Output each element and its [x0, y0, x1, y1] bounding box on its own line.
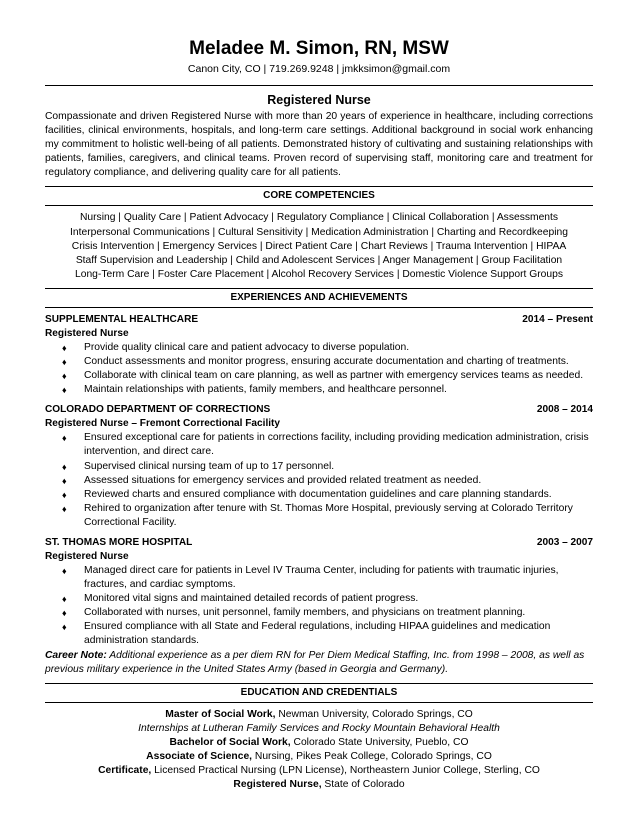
bullet-item: ♦ Rehired to organization after tenure with St. Thomas More Hospital, previously serving at Colorado Territory Correctional Facility. — [62, 502, 573, 528]
degree-name: Bachelor of Social Work, — [169, 736, 291, 748]
candidate-name: Meladee M. Simon, RN, MSW — [189, 38, 449, 59]
job-entry — [45, 403, 593, 530]
bullet-item: ♦ Managed direct care for patients in Level IV Trauma Center, including for patients with traumatic injuries, fractures, and cardiac symptoms. — [62, 564, 559, 591]
diamond-bullet-icon: ♦ — [62, 622, 67, 633]
diamond-bullet-icon: ♦ — [62, 565, 67, 576]
job-entry — [45, 536, 593, 649]
degree-detail: Newman University, Colorado Springs, CO — [275, 708, 473, 720]
job-title: Registered Nurse – Fremont Correctional Facility — [45, 418, 281, 430]
competency-line: Staff Supervision and Leadership | Child and Adolescent Services | Anger Management | Group Facilitation — [75, 254, 563, 266]
career-note — [45, 649, 593, 677]
bullet-item: ♦ Collaborate with clinical team on care planning, as well as partner with emergency services teams as needed. — [62, 369, 593, 383]
career-note-label: Career Note: — [45, 649, 107, 661]
diamond-bullet-icon: ♦ — [62, 342, 67, 353]
job-title: Registered Nurse — [45, 550, 129, 562]
education-item — [45, 736, 593, 750]
bullet-item: ♦ Monitored vital signs and maintained detailed records of patient progress. — [62, 592, 593, 606]
diamond-bullet-icon: ♦ — [62, 385, 67, 396]
diamond-bullet-icon: ♦ — [62, 608, 67, 619]
diamond-bullet-icon: ♦ — [62, 475, 67, 486]
degree-name: Certificate, — [98, 765, 152, 777]
job-bullets — [45, 431, 593, 530]
professional-headline: Registered Nurse — [267, 93, 371, 107]
job-bullets — [45, 341, 593, 397]
experience-heading: EXPERIENCES AND ACHIEVEMENTS — [45, 288, 593, 308]
bullet-item: ♦ Reviewed charts and ensured compliance with documentation guidelines and care planning standards. — [62, 488, 593, 502]
degree-name: Master of Social Work, — [165, 708, 276, 720]
bullet-item: ♦ Supervised clinical nursing team of up to 17 personnel. — [62, 460, 593, 474]
degree-detail: Nursing, Pikes Peak College, Colorado Springs, CO — [252, 751, 492, 762]
diamond-bullet-icon: ♦ — [62, 371, 67, 382]
bullet-item: ♦ Provide quality clinical care and patient advocacy to diverse population. — [62, 341, 593, 355]
core-competencies-heading: CORE COMPETENCIES — [45, 186, 593, 206]
education-item — [45, 708, 593, 722]
bullet-item: ♦ Collaborated with nurses, unit personnel, family members, and physicians on treatment planning. — [62, 606, 593, 620]
education-item — [45, 750, 593, 764]
competency-line: Nursing | Quality Care | Patient Advocacy | Regulatory Compliance | Clinical Collaboration | Assessments — [79, 212, 559, 224]
bullet-item: ♦ Assessed situations for emergency services and provided related treatment as needed. — [62, 474, 593, 488]
competency-line: Long-Term Care | Foster Care Placement | Alcohol Recovery Services | Domestic Violence Support Groups — [75, 268, 563, 280]
diamond-bullet-icon: ♦ — [62, 503, 67, 514]
education-item — [45, 764, 593, 778]
diamond-bullet-icon: ♦ — [62, 594, 67, 605]
bullet-item: ♦ Ensured compliance with all State and Federal regulations, including HIPAA guidelines and medication administration standards. — [62, 621, 551, 647]
bullet-item: ♦ Maintain relationships with patients, family members, and healthcare personnel. — [62, 383, 593, 397]
competency-line: Interpersonal Communications | Cultural Sensitivity | Medication Administration | Charting and Recordkeeping — [70, 226, 568, 238]
professional-summary: Compassionate and driven Registered Nurse with more than 20 years of experience in healthcare, including corrections facilities, clinical environments, hospitals, and long-term care settings. Additional background in social work enhancing my commitment to holistic well-being of all patients. Demonstrated history of cultivating and sustaining relationships with patients, families, caregivers, and clinical teams. Proven record of supervising staff, monitoring care and treatment for regulatory compliance, and delivering quality care for all patients. — [45, 111, 593, 179]
bullet-item: ♦ Conduct assessments and monitor progress, ensuring accurate documentation and charting of treatments. — [62, 355, 593, 369]
contact-info: Canon City, CO | 719.269.9248 | jmkksimon@gmail.com — [45, 62, 593, 86]
job-dates: 2008 – 2014 — [536, 404, 593, 416]
job-employer: SUPPLEMENTAL HEALTHCARE — [45, 313, 199, 325]
job-title: Registered Nurse — [45, 327, 129, 339]
diamond-bullet-icon: ♦ — [62, 433, 67, 444]
job-entry — [45, 313, 593, 397]
job-dates: 2014 – Present — [522, 313, 593, 325]
education-list — [45, 708, 593, 793]
degree-name: Associate of Science, — [146, 751, 253, 762]
degree-detail: Colorado State University, Pueblo, CO — [290, 736, 469, 748]
experience-list — [45, 313, 593, 649]
education-note: Internships at Lutheran Family Services and Rocky Mountain Behavioral Health — [138, 722, 500, 734]
degree-detail: Licensed Practical Nursing (LPN License), Northeastern Junior College, Sterling, CO — [151, 765, 540, 777]
diamond-bullet-icon: ♦ — [62, 461, 67, 472]
degree-name: Registered Nurse, — [233, 779, 322, 791]
job-bullets — [45, 564, 593, 649]
education-heading: EDUCATION AND CREDENTIALS — [45, 683, 593, 703]
career-note-text: Additional experience as a per diem RN for Per Diem Medical Staffing, Inc. from 1998 – 2008, as well as previous military experience in the United States Army (based in Georgia and Germany). — [45, 649, 585, 675]
job-employer: ST. THOMAS MORE HOSPITAL — [45, 536, 193, 548]
diamond-bullet-icon: ♦ — [62, 489, 67, 500]
job-dates: 2003 – 2007 — [536, 536, 593, 548]
job-employer: COLORADO DEPARTMENT OF CORRECTIONS — [45, 404, 271, 416]
degree-detail: State of Colorado — [321, 779, 405, 791]
education-item — [45, 778, 593, 792]
competency-line: Crisis Intervention | Emergency Services | Direct Patient Care | Chart Reviews | Trauma Intervention | HIPAA — [71, 240, 567, 252]
core-competencies-list — [45, 211, 593, 281]
bullet-item: ♦ Ensured exceptional care for patients in corrections facility, including providing medication administration, crisis intervention, and direct care. — [62, 432, 589, 458]
diamond-bullet-icon: ♦ — [62, 357, 67, 368]
